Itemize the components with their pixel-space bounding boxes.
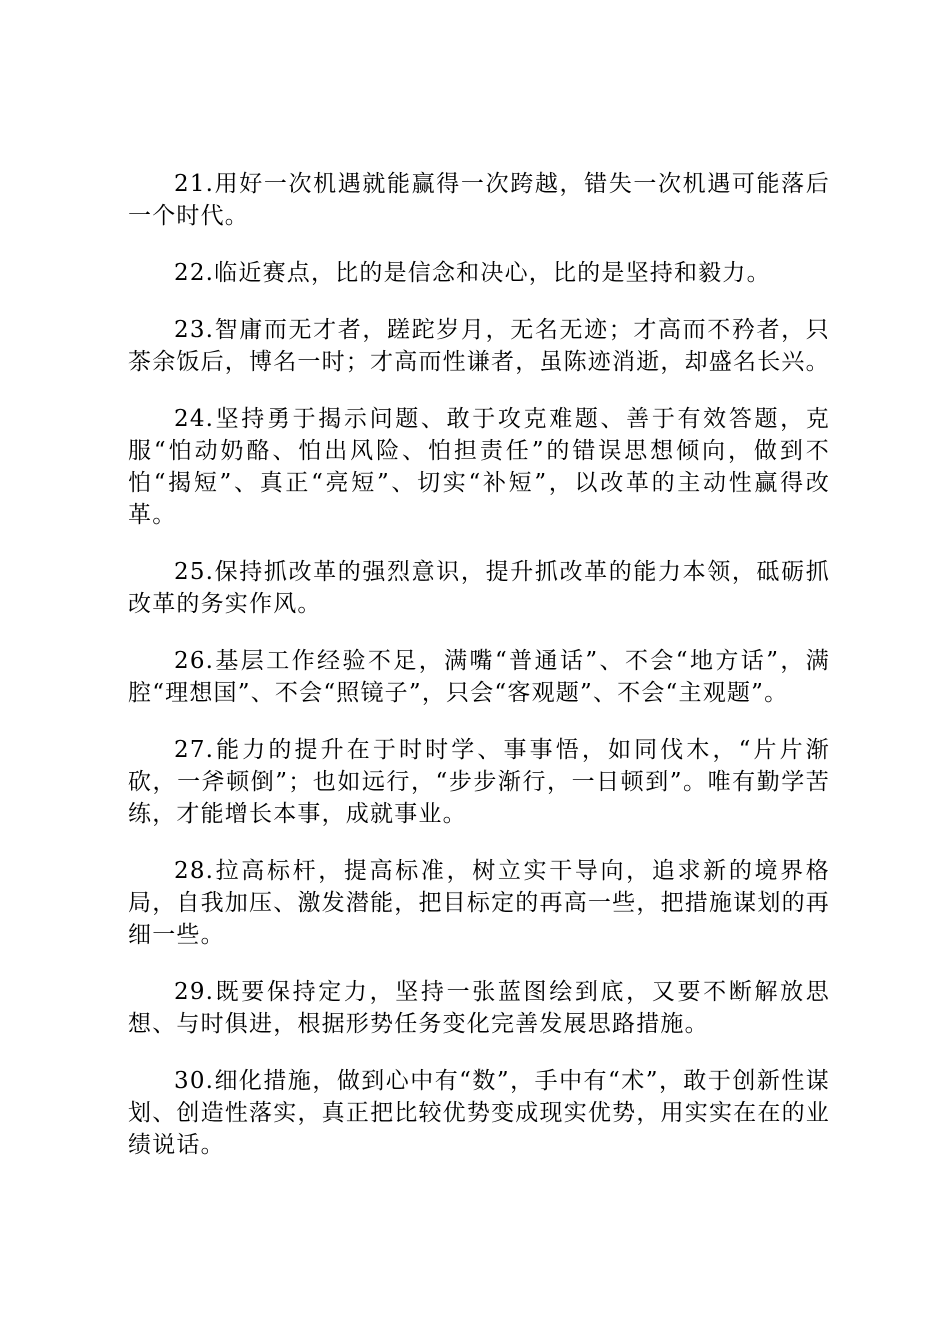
paragraph-25: 25.保持抓改革的强烈意识，提升抓改革的能力本领，砥砺抓改革的务实作风。 (128, 559, 830, 617)
paragraph-21: 21.用好一次机遇就能赢得一次跨越，错失一次机遇可能落后一个时代。 (128, 171, 830, 229)
paragraph-23: 23.智庸而无才者，蹉跎岁月，无名无迹；才高而不矜者，只茶余饭后，博名一时；才高而性谦者，虽陈迹消逝，却盛名长兴。 (128, 317, 830, 375)
document-page (128, 168, 830, 1186)
paragraph-28: 28.拉高标杆，提高标准，树立实干导向，追求新的境界格局，自我加压、激发潜能，把目标定的再高一些，把措施谋划的再细一些。 (128, 858, 830, 948)
paragraph-24: 24.坚持勇于揭示问题、敢于攻克难题、善于有效答题，克服“怕动奶酪、怕出风险、怕担责任”的错误思想倾向，做到不怕“揭短”、真正“亮短”、切实“补短”，以改革的主动性赢得改革。 (128, 406, 830, 528)
paragraph-30: 30.细化措施，做到心中有“数”，手中有“术”，敢于创新性谋划、创造性落实，真正把比较优势变成现实优势，用实实在在的业绩说话。 (128, 1068, 830, 1158)
paragraph-22: 22.临近赛点，比的是信念和决心，比的是坚持和毅力。 (174, 260, 771, 286)
paragraph-26: 26.基层工作经验不足，满嘴“普通话”、不会“地方话”，满腔“理想国”、不会“照镜子”，只会“客观题”、不会“主观题”。 (128, 648, 830, 706)
paragraph-27: 27.能力的提升在于时时学、事事悟，如同伐木，“片片渐砍，一斧顿倒”；也如远行，“步步渐行，一日顿到”。唯有勤学苦练，才能增长本事，成就事业。 (128, 737, 830, 827)
paragraph-29: 29.既要保持定力，坚持一张蓝图绘到底，又要不断解放思想、与时俱进，根据形势任务变化完善发展思路措施。 (128, 979, 830, 1037)
